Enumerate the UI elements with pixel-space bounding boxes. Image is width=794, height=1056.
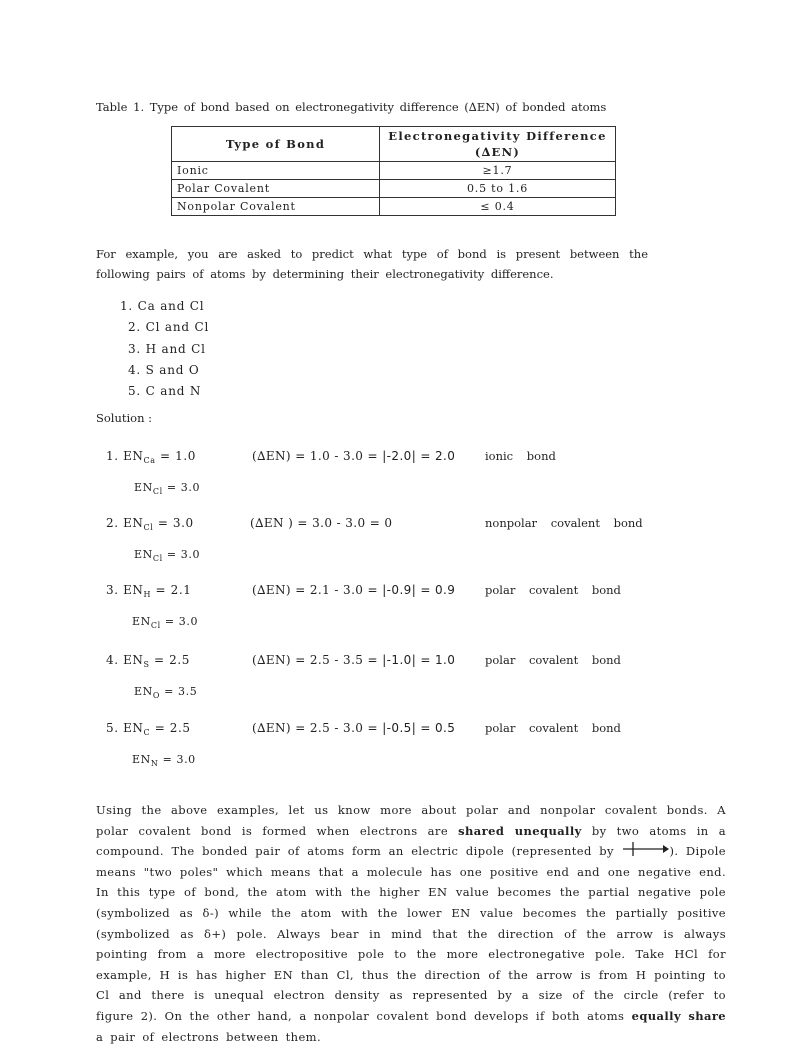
list-item: 3. H and Cl bbox=[128, 341, 206, 356]
table-cell-value: 0.5 to 1.6 bbox=[380, 180, 616, 198]
en-first-atom: 5. $EN_C = 2.5$ bbox=[106, 721, 191, 737]
en-second-atom: $EN_N = 3.0$ bbox=[132, 753, 196, 768]
list-item: 4. S and O bbox=[128, 362, 200, 377]
absolute-value: |-1.0| = 1.0 bbox=[382, 653, 456, 667]
bond-type-result: nonpolar covalent bond bbox=[485, 516, 643, 530]
list-item: 1. Ca and Cl bbox=[120, 299, 205, 313]
en-first-atom: 2. $EN_{Cl} = 3.0$ bbox=[106, 516, 194, 532]
table-cell-type: Ionic bbox=[172, 162, 380, 180]
atom-pairs-list bbox=[120, 296, 209, 402]
table-row bbox=[172, 162, 616, 180]
bond-type-result: ionic bond bbox=[485, 449, 556, 463]
delta-en-equation: (∆EN) = 2.5 - 3.5 = |-1.0| = 1.0 bbox=[252, 653, 456, 667]
en-first-atom: 3. $EN_H = 2.1$ bbox=[106, 583, 192, 599]
en-first-atom: 4. $EN_S = 2.5$ bbox=[106, 653, 190, 669]
table-row bbox=[172, 198, 616, 216]
list-item: 2. Cl and Cl bbox=[128, 320, 210, 335]
delta-en-equation: (∆EN) = 2.1 - 3.0 = |-0.9| = 0.9 bbox=[252, 583, 456, 597]
table-header-row bbox=[172, 127, 616, 162]
table-caption: Table 1. Type of bond based on electronegativity difference (∆EN) of bonded atoms bbox=[96, 100, 607, 114]
en-first-atom: 1. $EN_{Ca} = 1.0$ bbox=[106, 449, 196, 465]
table-cell-type: Nonpolar Covalent bbox=[172, 198, 380, 216]
absolute-value: |-0.5| = 0.5 bbox=[382, 721, 456, 735]
bond-type-result: polar covalent bond bbox=[485, 653, 621, 667]
explanation-paragraph: Using the above examples, let us know more about polar and nonpolar covalent bonds. A polar covalent bond is formed when electrons are shared unequally by two atoms in a compound. The bonded pair of atoms form an electric dipole (represented by ). Dipole means "two poles" which means that a molecule has one positive end and one negative end. In this type of bond, the atom with the higher EN value becomes the partial negative pole (symbolized as δ-) while the atom with the lower EN value becomes the partially positive (symbolized as δ+) pole. Always bear in mind that the direction of the arrow is always pointing from a more electropositive pole to the more electronegative pole. Take HCl for example, H is has higher EN than Cl, thus the direction of the arrow is from H pointing to Cl and there is unequal electron density as represented by a size of the circle (refer to figure 2). On the other hand, a nonpolar covalent bond develops if both atoms equally share a pair of electrons between them. bbox=[96, 803, 726, 1044]
table-cell-type: Polar Covalent bbox=[172, 180, 380, 198]
bond-type-table bbox=[171, 126, 616, 216]
dipole-arrow-icon bbox=[621, 841, 669, 857]
en-second-atom: $EN_O = 3.5$ bbox=[134, 685, 198, 700]
delta-en-equation: (∆EN) = 2.5 - 3.0 = |-0.5| = 0.5 bbox=[252, 721, 456, 735]
en-second-atom: $EN_{Cl} = 3.0$ bbox=[134, 481, 201, 496]
en-second-atom: $EN_{Cl} = 3.0$ bbox=[132, 615, 199, 630]
table-row bbox=[172, 180, 616, 198]
solution-label: Solution : bbox=[96, 411, 153, 425]
intro-paragraph: For example, you are asked to predict what type of bond is present between the following pairs of atoms by determining their electronegativity difference. bbox=[96, 247, 648, 281]
absolute-value: |-0.9| = 0.9 bbox=[382, 583, 456, 597]
table-header-type: Type of Bond bbox=[172, 127, 380, 162]
bond-type-result: polar covalent bond bbox=[485, 583, 621, 597]
list-item: 5. C and N bbox=[128, 384, 202, 399]
table-header-difference: Electronegativity Difference (∆EN) bbox=[380, 127, 616, 162]
table-cell-value: ≤ 0.4 bbox=[380, 198, 616, 216]
bond-type-result: polar covalent bond bbox=[485, 721, 621, 735]
delta-en-equation: (∆EN) = 1.0 - 3.0 = |-2.0| = 2.0 bbox=[252, 449, 456, 463]
table-cell-value: ≥1.7 bbox=[380, 162, 616, 180]
delta-en-equation: (∆EN ) = 3.0 - 3.0 = 0 bbox=[250, 516, 393, 530]
en-second-atom: $EN_{Cl} = 3.0$ bbox=[134, 548, 201, 563]
absolute-value: |-2.0| = 2.0 bbox=[382, 449, 456, 463]
